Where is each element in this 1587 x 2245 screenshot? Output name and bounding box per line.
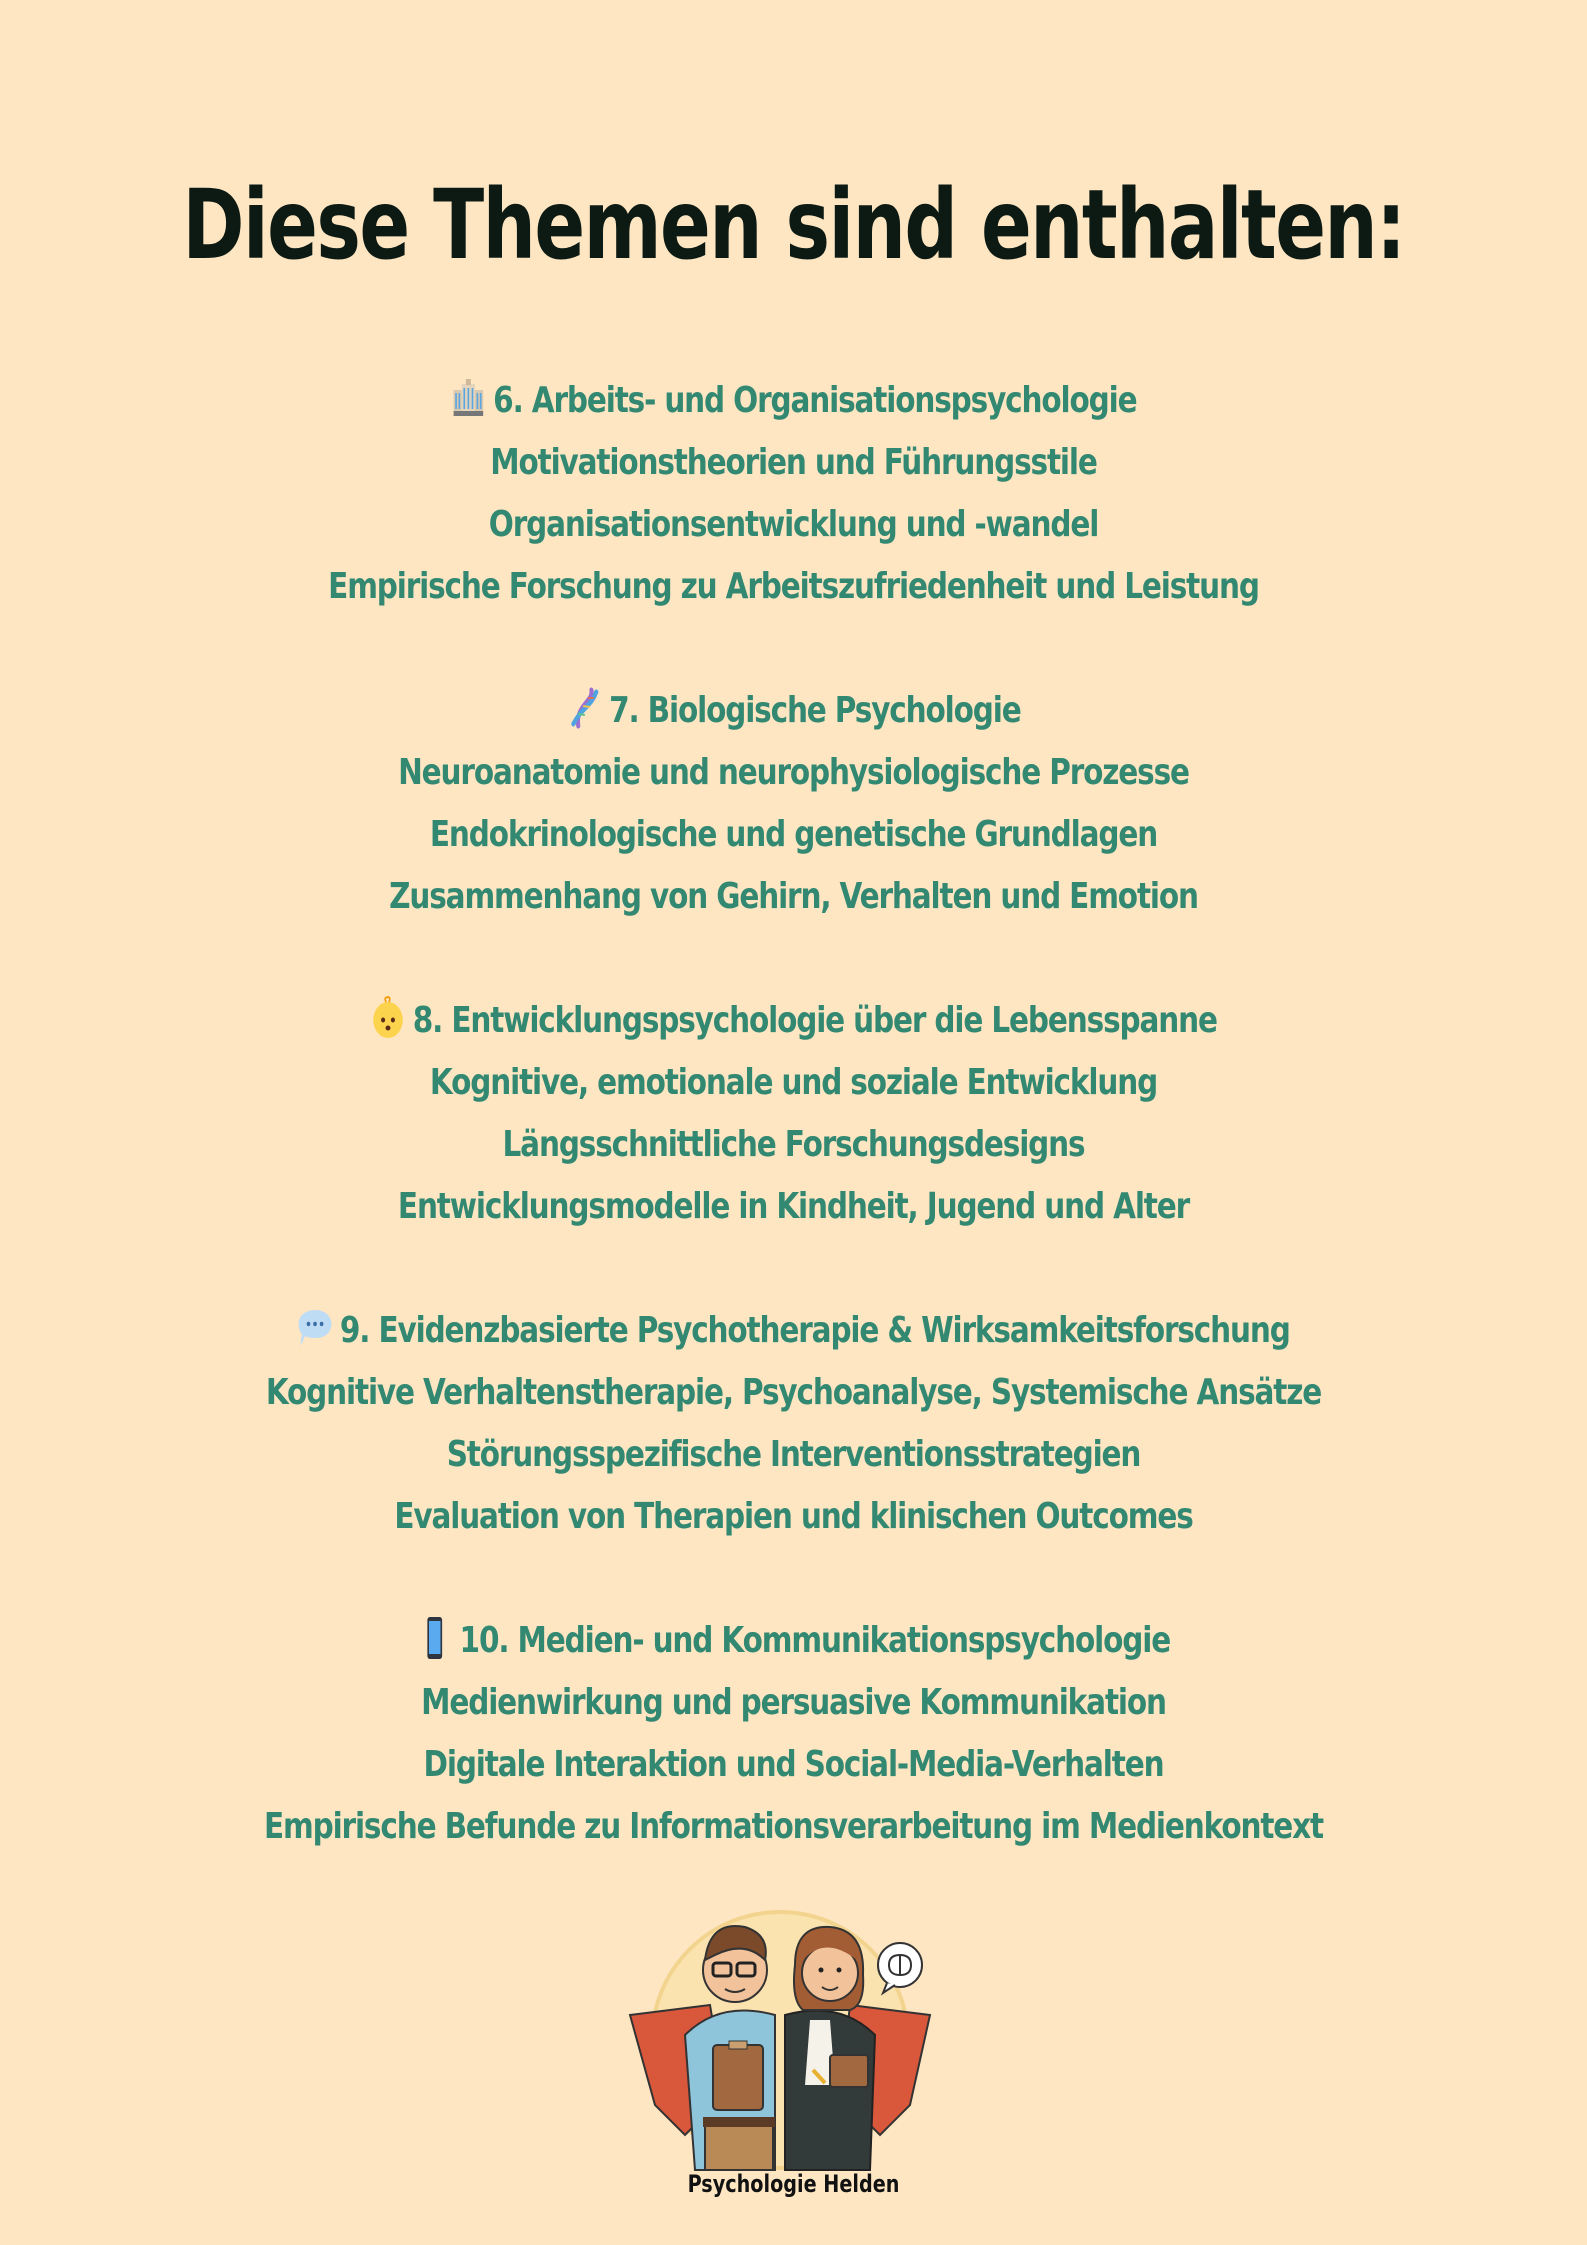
topic-item: Entwicklungsmodelle in Kindheit, Jugend und Alter <box>397 1186 1190 1227</box>
topic-item: Endokrinologische und genetische Grundlagen <box>429 814 1158 855</box>
topic-section-10 <box>0 1610 1587 1858</box>
topic-heading <box>143 1610 1444 1672</box>
psychologie-helden-logo <box>625 1905 935 2175</box>
topic-heading <box>143 370 1444 432</box>
dna-icon <box>566 686 602 730</box>
topic-section-6 <box>0 370 1587 618</box>
topic-item: Zusammenhang von Gehirn, Verhalten und Emotion <box>389 876 1198 917</box>
topic-heading <box>143 680 1444 742</box>
topic-heading-text: 7. Biologische Psychologie <box>609 690 1021 731</box>
topic-item: Neuroanatomie und neurophysiologische Prozesse <box>398 752 1189 793</box>
topic-section-7 <box>0 680 1587 928</box>
topics-list <box>0 370 1587 1920</box>
topic-section-9 <box>0 1300 1587 1548</box>
topic-heading-text: 8. Entwicklungspsychologie über die Lebensspanne <box>412 1000 1217 1041</box>
topic-item: Kognitive, emotionale und soziale Entwicklung <box>429 1062 1158 1103</box>
topic-item: Medienwirkung und persuasive Kommunikation <box>421 1682 1166 1723</box>
topic-item: Empirische Befunde zu Informationsverarbeitung im Medienkontext <box>263 1806 1324 1847</box>
topic-section-8 <box>0 990 1587 1238</box>
topic-item: Längsschnittliche Forschungsdesigns <box>502 1124 1085 1165</box>
topic-heading-text: 6. Arbeits- und Organisationspsychologie <box>493 380 1137 421</box>
baby-icon <box>370 996 406 1040</box>
topic-heading-text: 10. Medien- und Kommunikationspsychologie <box>459 1620 1171 1661</box>
topic-item: Störungsspezifische Interventionsstrategien <box>446 1434 1141 1475</box>
page-title: Diese Themen sind enthalten: <box>182 169 1405 281</box>
topic-item: Evaluation von Therapien und klinischen Outcomes <box>394 1496 1193 1537</box>
speech-bubble-icon <box>297 1306 333 1350</box>
topic-heading <box>143 1300 1444 1362</box>
topic-item: Motivationstheorien und Führungsstile <box>490 442 1097 483</box>
mobile-phone-icon <box>417 1616 453 1660</box>
brand-name: Psychologie Helden <box>687 2170 900 2198</box>
topic-item: Organisationsentwicklung und -wandel <box>488 504 1099 545</box>
topic-item: Digitale Interaktion und Social-Media-Verhalten <box>423 1744 1164 1785</box>
topic-heading-text: 9. Evidenzbasierte Psychotherapie & Wirksamkeitsforschung <box>339 1310 1290 1351</box>
topic-item: Empirische Forschung zu Arbeitszufriedenheit und Leistung <box>328 566 1259 607</box>
topic-item: Kognitive Verhaltenstherapie, Psychoanalyse, Systemische Ansätze <box>265 1372 1322 1413</box>
office-building-icon <box>451 376 487 420</box>
topic-heading <box>143 990 1444 1052</box>
